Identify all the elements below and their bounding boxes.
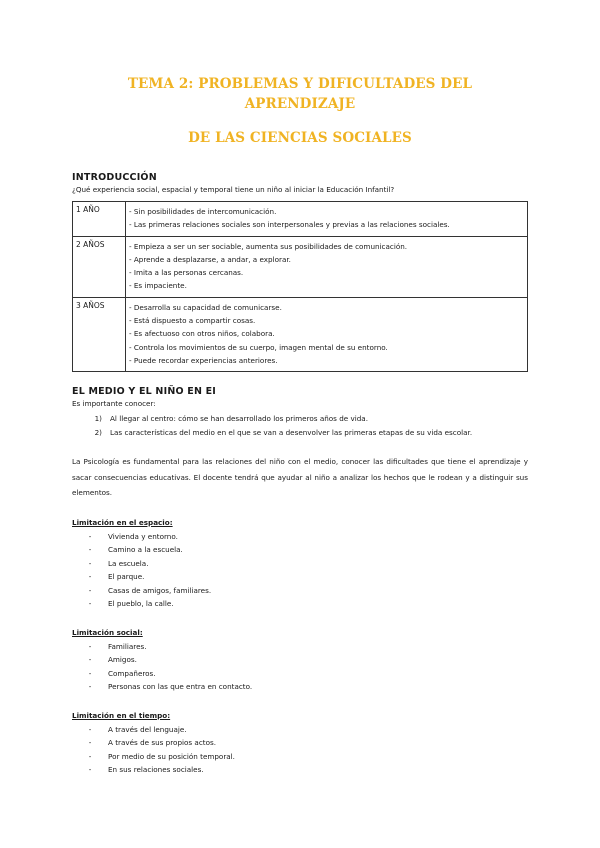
list-item: - Compañeros.: [72, 667, 528, 681]
age-cell: 1 AÑO: [73, 202, 126, 237]
list-item: - Casas de amigos, familiares.: [72, 584, 528, 598]
description-line: - Está dispuesto a compartir cosas.: [129, 316, 256, 326]
list-text: Camino a la escuela.: [108, 545, 183, 555]
description-line: - Es afectuoso con otros niños, colabora.: [129, 329, 275, 339]
list-item: - El pueblo, la calle.: [72, 597, 528, 611]
list-text: Casas de amigos, familiares.: [108, 585, 212, 595]
list-item: - A través del lenguaje.: [72, 723, 528, 737]
list-text: Compañeros.: [108, 668, 156, 678]
list-text: El pueblo, la calle.: [108, 599, 174, 609]
psychology-paragraph: La Psicología es fundamental para las relaciones del niño con el medio, conocer las dificultades que tiene el aprendizaje y sacar consecuencias educativas. El docente tendrá que ayudar al niño a analizar los hechos que le rodean y a distinguir sus elementos.: [72, 457, 528, 498]
list-item: - La escuela.: [72, 557, 528, 571]
description-cell: [126, 236, 528, 297]
limitation-list-espacio: [72, 530, 528, 611]
description-cell: [126, 297, 528, 371]
description-cell: [126, 202, 528, 237]
description-line: - Sin posibilidades de intercomunicación.: [129, 207, 277, 216]
table-row: [73, 236, 528, 297]
limitation-heading-tiempo: Limitación en el tiempo:: [72, 710, 171, 720]
section-heading-medio: EL MEDIO Y EL NIÑO EN EI: [72, 386, 217, 398]
description-line: - Es impaciente.: [129, 281, 187, 291]
intro-question: ¿Qué experiencia social, espacial y temporal tiene un niño al iniciar la Educación Infantil?: [72, 185, 395, 194]
description-line: - Las primeras relaciones sociales son interpersonales y previas a las relaciones sociales.: [129, 220, 450, 230]
list-item: - Camino a la escuela.: [72, 543, 528, 557]
list-text: Las características del medio en el que se van a desenvolver las primeras etapas de su vida escolar.: [110, 427, 473, 437]
table-row: [73, 202, 528, 237]
limitation-list-tiempo: [72, 723, 528, 777]
title-line-1: TEMA 2: PROBLEMAS Y DIFICULTADES DEL APRENDIZAJE: [127, 76, 473, 112]
description-line: - Puede recordar experiencias anteriores.: [129, 355, 278, 365]
description-line: - Desarrolla su capacidad de comunicarse.: [129, 302, 282, 312]
description-line: - Imita a las personas cercanas.: [129, 268, 244, 278]
list-item: - Familiares.: [72, 640, 528, 654]
limitation-list-social: [72, 640, 528, 694]
age-cell: 3 AÑOS: [73, 297, 126, 371]
list-text: Al llegar al centro: cómo se han desarrollado los primeros años de vida.: [110, 414, 368, 424]
list-item: - Por medio de su posición temporal.: [72, 750, 528, 764]
title-line-2: DE LAS CIENCIAS SOCIALES: [188, 130, 412, 146]
list-text: A través de sus propios actos.: [108, 738, 217, 748]
list-item: - En sus relaciones sociales.: [72, 763, 528, 777]
limitation-heading-espacio: Limitación en el espacio:: [72, 517, 173, 527]
list-number: 2): [94, 427, 102, 437]
description-line: - Empieza a ser un ser sociable, aumenta sus posibilidades de comunicación.: [129, 241, 408, 251]
medio-intro: Es importante conocer:: [72, 399, 156, 409]
limitation-heading-social: Limitación social:: [72, 627, 143, 637]
list-item: - Personas con las que entra en contacto.: [72, 680, 528, 694]
section-heading-introduccion: INTRODUCCIÓN: [72, 172, 157, 183]
list-text: A través del lenguaje.: [108, 724, 187, 734]
knowledge-list: [72, 412, 528, 439]
list-text: En sus relaciones sociales.: [108, 765, 204, 775]
description-line: - Controla los movimientos de su cuerpo, imagen mental de su entorno.: [129, 342, 388, 352]
list-text: Por medio de su posición temporal.: [108, 751, 235, 761]
list-item: - Vivienda y entorno.: [72, 530, 528, 544]
list-text: Vivienda y entorno.: [108, 531, 178, 541]
list-text: Personas con las que entra en contacto.: [108, 682, 253, 692]
table-row: [73, 297, 528, 371]
list-item: - El parque.: [72, 570, 528, 584]
list-text: Familiares.: [108, 641, 147, 651]
list-item: - A través de sus propios actos.: [72, 736, 528, 750]
list-item: [72, 426, 528, 440]
list-item: - Amigos.: [72, 653, 528, 667]
list-text: Amigos.: [108, 655, 137, 665]
age-cell: 2 AÑOS: [73, 236, 126, 297]
list-text: La escuela.: [108, 558, 149, 568]
list-item: [72, 412, 528, 426]
list-text: El parque.: [108, 572, 145, 582]
list-number: 1): [94, 414, 102, 424]
age-table: [72, 201, 528, 372]
description-line: - Aprende a desplazarse, a andar, a explorar.: [129, 254, 291, 264]
